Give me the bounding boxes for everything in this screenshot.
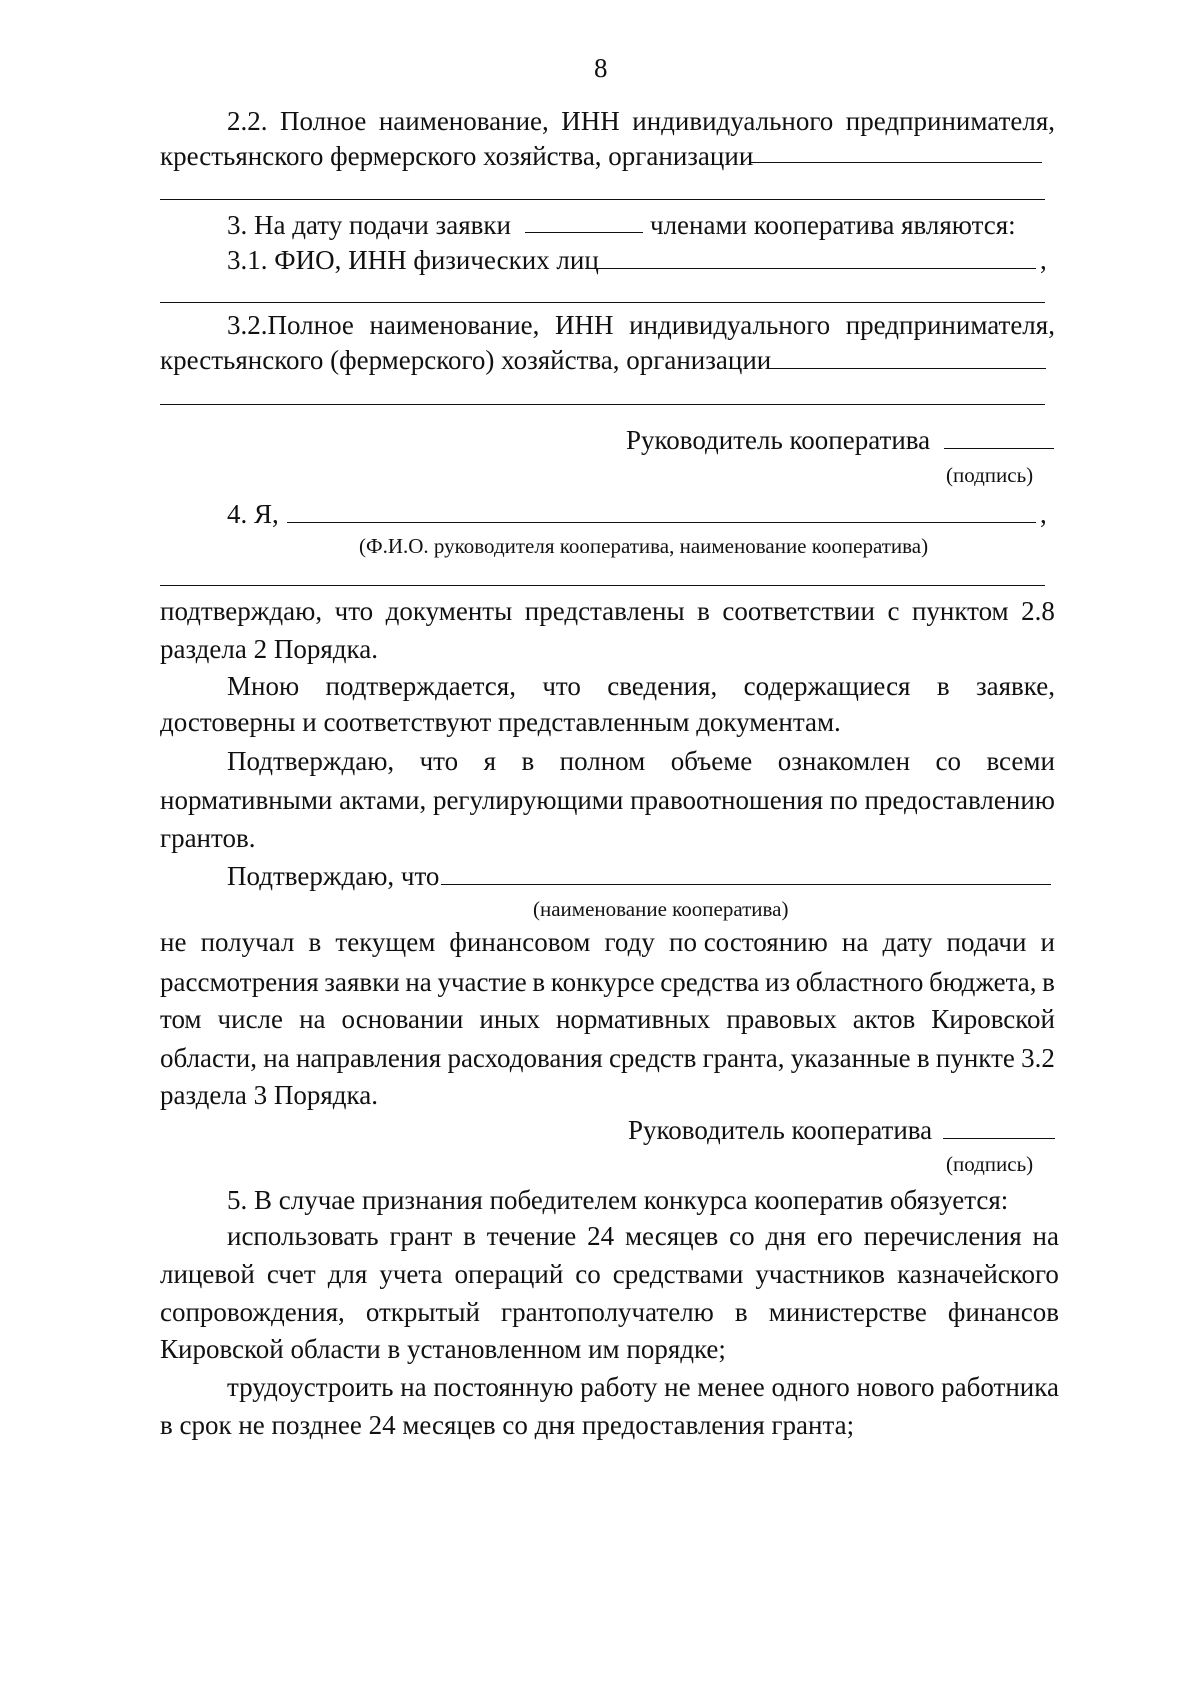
word: что xyxy=(542,671,581,701)
word: гранта, xyxy=(702,1043,785,1073)
word: году xyxy=(604,927,655,957)
word: всеми xyxy=(986,746,1055,776)
word: на xyxy=(299,1004,326,1034)
word: в xyxy=(936,671,950,701)
section-3-1-comma: , xyxy=(1040,245,1047,275)
section-3-2-line-1 xyxy=(227,309,1055,341)
word: трудоустроить xyxy=(227,1372,394,1402)
word: направления xyxy=(295,1043,442,1073)
word: документы xyxy=(385,596,513,626)
org-name-field-2-2[interactable] xyxy=(750,162,1042,163)
word: на xyxy=(1032,1221,1059,1251)
word: на xyxy=(405,967,432,997)
word: объеме xyxy=(670,746,753,776)
word: в xyxy=(463,1221,476,1251)
word: течение xyxy=(486,1221,577,1251)
word: заявки xyxy=(324,967,400,997)
word: бюджета, xyxy=(929,967,1037,997)
word: областного xyxy=(795,967,924,997)
word: том xyxy=(160,1004,202,1034)
word: министерстве xyxy=(768,1297,927,1327)
word: подтверждаю, xyxy=(160,596,323,626)
manager-name-field-continuation[interactable] xyxy=(160,585,1045,586)
word: в xyxy=(734,1297,748,1327)
word: средства xyxy=(660,967,760,997)
word: в xyxy=(308,927,322,957)
para-budget-line-1 xyxy=(160,926,1055,958)
word: соответствии xyxy=(722,596,875,626)
word: и xyxy=(1040,927,1055,957)
para-confirm-label: Подтверждаю, что xyxy=(227,861,440,891)
word: пункте xyxy=(935,1043,1015,1073)
word: подачи xyxy=(946,927,1027,957)
word: финансовом xyxy=(449,927,591,957)
word: открытый xyxy=(365,1297,480,1327)
word: не xyxy=(664,1372,691,1402)
word: рассмотрения xyxy=(160,967,319,997)
org-name-field-3-2-continuation[interactable] xyxy=(160,404,1045,405)
section-3-2-line-2: крестьянского (фермерского) хозяйства, организации xyxy=(160,345,772,375)
signature-2-field[interactable] xyxy=(943,1138,1055,1139)
word: числе xyxy=(217,1004,284,1034)
org-name-field-2-2-continuation[interactable] xyxy=(160,199,1045,200)
section-3-label: 3. На дату подачи заявки xyxy=(227,210,511,240)
word: конкурсе xyxy=(550,967,655,997)
word: Подтверждаю, xyxy=(227,746,395,776)
word: в xyxy=(697,596,710,626)
section-5-heading: 5. В случае признания победителем конкурса кооператив обязуется: xyxy=(227,1185,1009,1215)
word: актами, xyxy=(339,785,427,815)
word: в xyxy=(1042,967,1055,997)
word: подтверждается, xyxy=(325,671,516,701)
word: средств xyxy=(608,1043,697,1073)
word: указанные xyxy=(790,1043,911,1073)
word: заявке, xyxy=(975,671,1055,701)
section-3-1-label: 3.1. ФИО, ИНН физических лиц xyxy=(227,245,599,275)
word: на xyxy=(263,1043,290,1073)
word: полном xyxy=(559,746,646,776)
para-grant-usage-line-1 xyxy=(227,1220,1059,1252)
para-employment-line-2: в срок не позднее 24 месяцев со дня предоставления гранта; xyxy=(160,1410,855,1440)
word: актов xyxy=(852,1004,916,1034)
word: нормативными xyxy=(160,785,333,815)
word: получал xyxy=(200,927,295,957)
word: средствами xyxy=(612,1259,744,1289)
word: для xyxy=(327,1259,368,1289)
word: что xyxy=(334,596,374,626)
word: 2.8 xyxy=(1021,596,1055,626)
word: предпринимателя, xyxy=(845,106,1055,136)
word: представлены xyxy=(524,596,685,626)
word: постоянную xyxy=(433,1372,574,1402)
para-acts-line-1 xyxy=(227,745,1055,777)
word: со xyxy=(935,746,962,776)
para-employment-line-1 xyxy=(227,1371,1059,1403)
word: 24 xyxy=(587,1221,615,1251)
para-reliability-line-2: достоверны и соответствуют представленным документам. xyxy=(160,707,841,737)
word: ознакомлен xyxy=(777,746,911,776)
word: в xyxy=(916,1043,930,1073)
cooperative-name-caption: (наименование кооператива) xyxy=(533,897,789,921)
para-grant-usage-line-2 xyxy=(160,1258,1059,1290)
cooperative-name-field[interactable] xyxy=(441,884,1051,885)
para-documents-line-1 xyxy=(160,595,1055,627)
para-budget-line-4 xyxy=(160,1042,1055,1074)
word: 2.2. xyxy=(227,106,268,136)
word: с xyxy=(887,596,900,626)
section-2-2-line-1 xyxy=(227,105,1055,137)
word: ИНН xyxy=(561,106,620,136)
signature-2-caption: (подпись) xyxy=(946,1152,1034,1176)
para-budget-line-5: раздела 3 Порядка. xyxy=(160,1080,378,1110)
word: на xyxy=(841,927,869,957)
word: работника xyxy=(941,1372,1059,1402)
word: текущем xyxy=(335,927,436,957)
application-date-field[interactable] xyxy=(525,232,643,233)
word: его xyxy=(816,1221,853,1251)
word: наименование, xyxy=(378,106,549,136)
section-3-tail: членами кооператива являются: xyxy=(650,210,1016,240)
word: расходования xyxy=(447,1043,603,1073)
word: в xyxy=(532,967,546,997)
word: со xyxy=(729,1221,755,1251)
word: грантополучателю xyxy=(501,1297,714,1327)
word: ИНН xyxy=(555,310,614,340)
para-documents-line-2: раздела 2 Порядка. xyxy=(160,634,378,664)
section-4-comma: , xyxy=(1040,499,1047,529)
signature-2-label: Руководитель кооператива xyxy=(628,1115,933,1145)
word: лицевой xyxy=(160,1259,255,1289)
word: основании xyxy=(341,1004,464,1034)
word: нового xyxy=(856,1372,935,1402)
word: индивидуального xyxy=(629,310,831,340)
word: дня xyxy=(765,1221,807,1251)
word: из xyxy=(764,967,791,997)
para-reliability-line-1 xyxy=(227,670,1055,702)
word: я xyxy=(483,746,496,776)
word: казначейского xyxy=(897,1259,1059,1289)
para-grant-usage-line-4: Кировской области в установленном им порядке; xyxy=(160,1334,726,1364)
word: менее xyxy=(697,1372,765,1402)
para-grant-usage-line-3 xyxy=(160,1296,1059,1328)
para-acts-line-2 xyxy=(160,784,1055,816)
word: иных xyxy=(479,1004,540,1034)
word: регулирующими xyxy=(432,785,624,815)
word: нормативных xyxy=(555,1004,711,1034)
page-number: 8 xyxy=(594,53,608,83)
word: сведения, xyxy=(607,671,718,701)
word: 3.2.Полное xyxy=(227,310,354,340)
word: со xyxy=(575,1259,601,1289)
word: области, xyxy=(160,1043,258,1073)
word: по состоянию xyxy=(669,927,828,957)
individuals-field-continuation[interactable] xyxy=(160,302,1045,303)
word: Мною xyxy=(227,671,300,701)
word: пунктом xyxy=(911,596,1009,626)
word: участие xyxy=(437,967,527,997)
word: участников xyxy=(755,1259,886,1289)
word: на xyxy=(400,1372,427,1402)
word: Полное xyxy=(279,106,367,136)
word: перечисления xyxy=(863,1221,1022,1251)
word: финансов xyxy=(947,1297,1059,1327)
org-name-field-3-2[interactable] xyxy=(768,368,1046,369)
word: по xyxy=(829,785,858,815)
word: наименование, xyxy=(369,310,540,340)
word: использовать xyxy=(227,1221,379,1251)
word: содержащиеся xyxy=(743,671,911,701)
word: дату xyxy=(882,927,933,957)
manager-name-field[interactable] xyxy=(287,522,1036,523)
word: индивидуального xyxy=(632,106,834,136)
para-budget-line-3 xyxy=(160,1003,1055,1035)
section-2-2-line-2: крестьянского фермерского хозяйства, организации xyxy=(160,141,754,171)
signature-1-caption: (подпись) xyxy=(946,463,1034,487)
signature-1-field[interactable] xyxy=(944,448,1054,449)
word: не xyxy=(160,927,187,957)
word: грант xyxy=(389,1221,453,1251)
word: 3.2 xyxy=(1021,1043,1055,1073)
para-acts-line-3: грантов. xyxy=(160,823,256,853)
word: сопровождения, xyxy=(160,1297,345,1327)
para-budget-line-2 xyxy=(160,966,1055,998)
signature-1-label: Руководитель кооператива xyxy=(626,425,931,455)
word: работу xyxy=(580,1372,658,1402)
section-4-label: 4. Я, xyxy=(227,499,279,529)
word: правовых xyxy=(726,1004,837,1034)
individuals-field[interactable] xyxy=(597,268,1036,269)
word: одного xyxy=(771,1372,850,1402)
word: предпринимателя, xyxy=(845,310,1055,340)
section-4-caption: (Ф.И.О. руководителя кооператива, наименование кооператива) xyxy=(359,534,929,558)
word: счет xyxy=(266,1259,316,1289)
word: предоставлению xyxy=(864,785,1055,815)
word: что xyxy=(419,746,459,776)
word: Кировской xyxy=(931,1004,1055,1034)
word: правоотношения xyxy=(630,785,824,815)
word: операций xyxy=(454,1259,564,1289)
word: учета xyxy=(379,1259,443,1289)
word: в xyxy=(521,746,535,776)
word: месяцев xyxy=(624,1221,719,1251)
